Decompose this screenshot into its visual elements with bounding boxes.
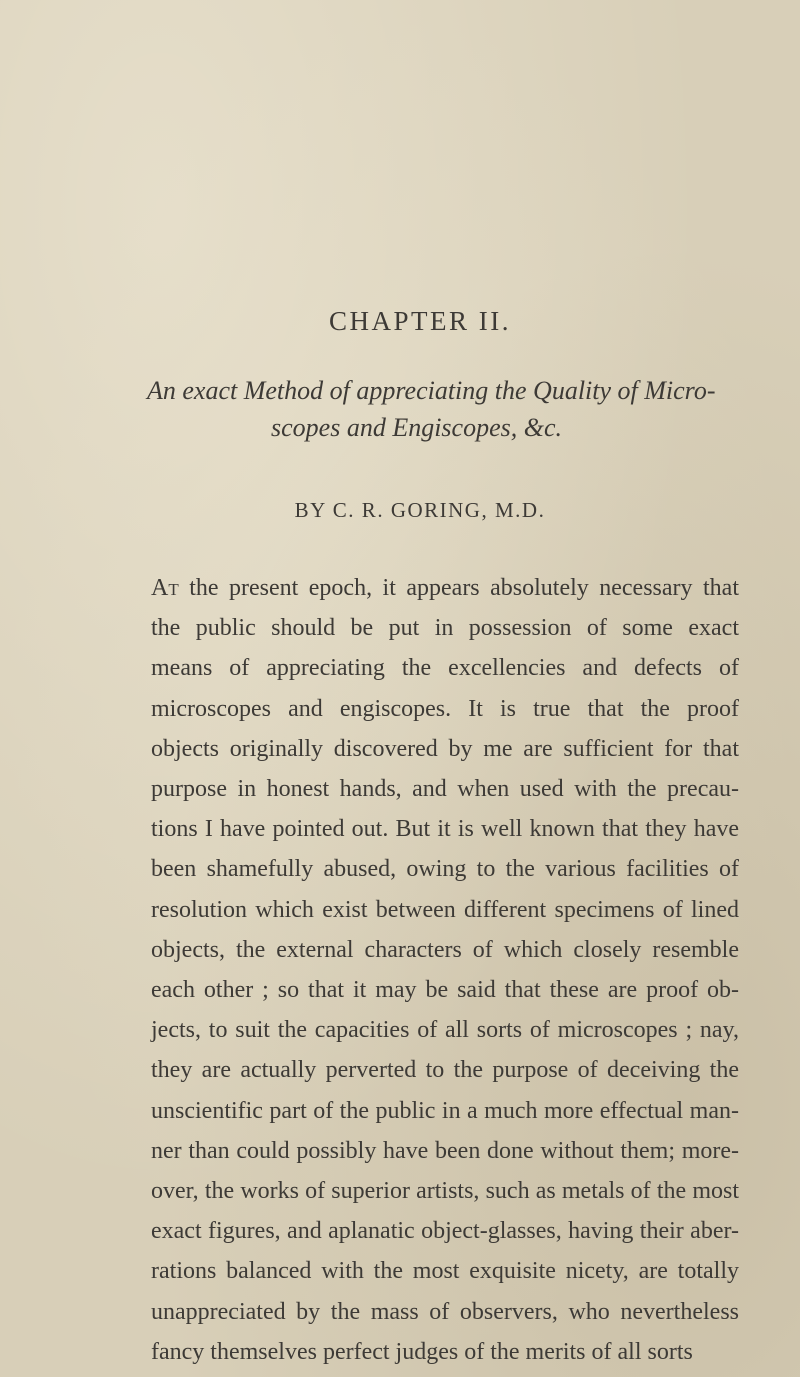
body-line: At the present epoch, it appears absolutely necessary that <box>151 575 739 601</box>
chapter-subtitle <box>147 372 777 446</box>
body-line: ner than could possibly have been done without them; more- <box>151 1137 739 1164</box>
body-line: each other ; so that it may be said that these are proof ob- <box>151 977 739 1004</box>
body-line: been shamefully abused, owing to the various facilities of <box>151 856 739 883</box>
body-line: rations balanced with the most exquisite nicety, are totally <box>151 1258 739 1285</box>
body-line: tions I have pointed out. But it is well known that they have <box>151 816 739 843</box>
body-paragraph <box>151 568 739 1372</box>
chapter-title: CHAPTER II. <box>329 306 511 336</box>
body-line: objects originally discovered by me are sufficient for that <box>151 735 739 762</box>
body-line: objects, the external characters of which closely resemble <box>151 936 739 963</box>
body-line: resolution which exist between different specimens of lined <box>151 896 739 923</box>
body-line: the public should be put in possession of some exact <box>151 615 739 642</box>
body-line: exact figures, and aplanatic object-glasses, having their aber- <box>151 1218 739 1245</box>
body-line: fancy themselves perfect judges of the merits of all sorts <box>151 1338 693 1365</box>
opening-word: At <box>151 575 179 601</box>
author-byline: BY C. R. GORING, M.D. <box>294 498 546 522</box>
body-line: means of appreciating the excellencies and defects of <box>151 655 739 682</box>
body-line: purpose in honest hands, and when used with the precau- <box>151 776 739 803</box>
body-line: unappreciated by the mass of observers, who nevertheless <box>151 1298 739 1325</box>
body-line: over, the works of superior artists, such as metals of the most <box>151 1178 739 1205</box>
body-line: unscientific part of the public in a much more effectual man- <box>151 1097 739 1124</box>
body-line: jects, to suit the capacities of all sorts of microscopes ; nay, <box>151 1017 739 1044</box>
subtitle-line-1: An exact Method of appreciating the Quality of Micro- <box>147 376 716 405</box>
body-line: microscopes and engiscopes. It is true that the proof <box>151 695 739 722</box>
subtitle-line-2: scopes and Engiscopes, &c. <box>271 413 563 442</box>
body-line: they are actually perverted to the purpose of deceiving the <box>151 1057 739 1084</box>
